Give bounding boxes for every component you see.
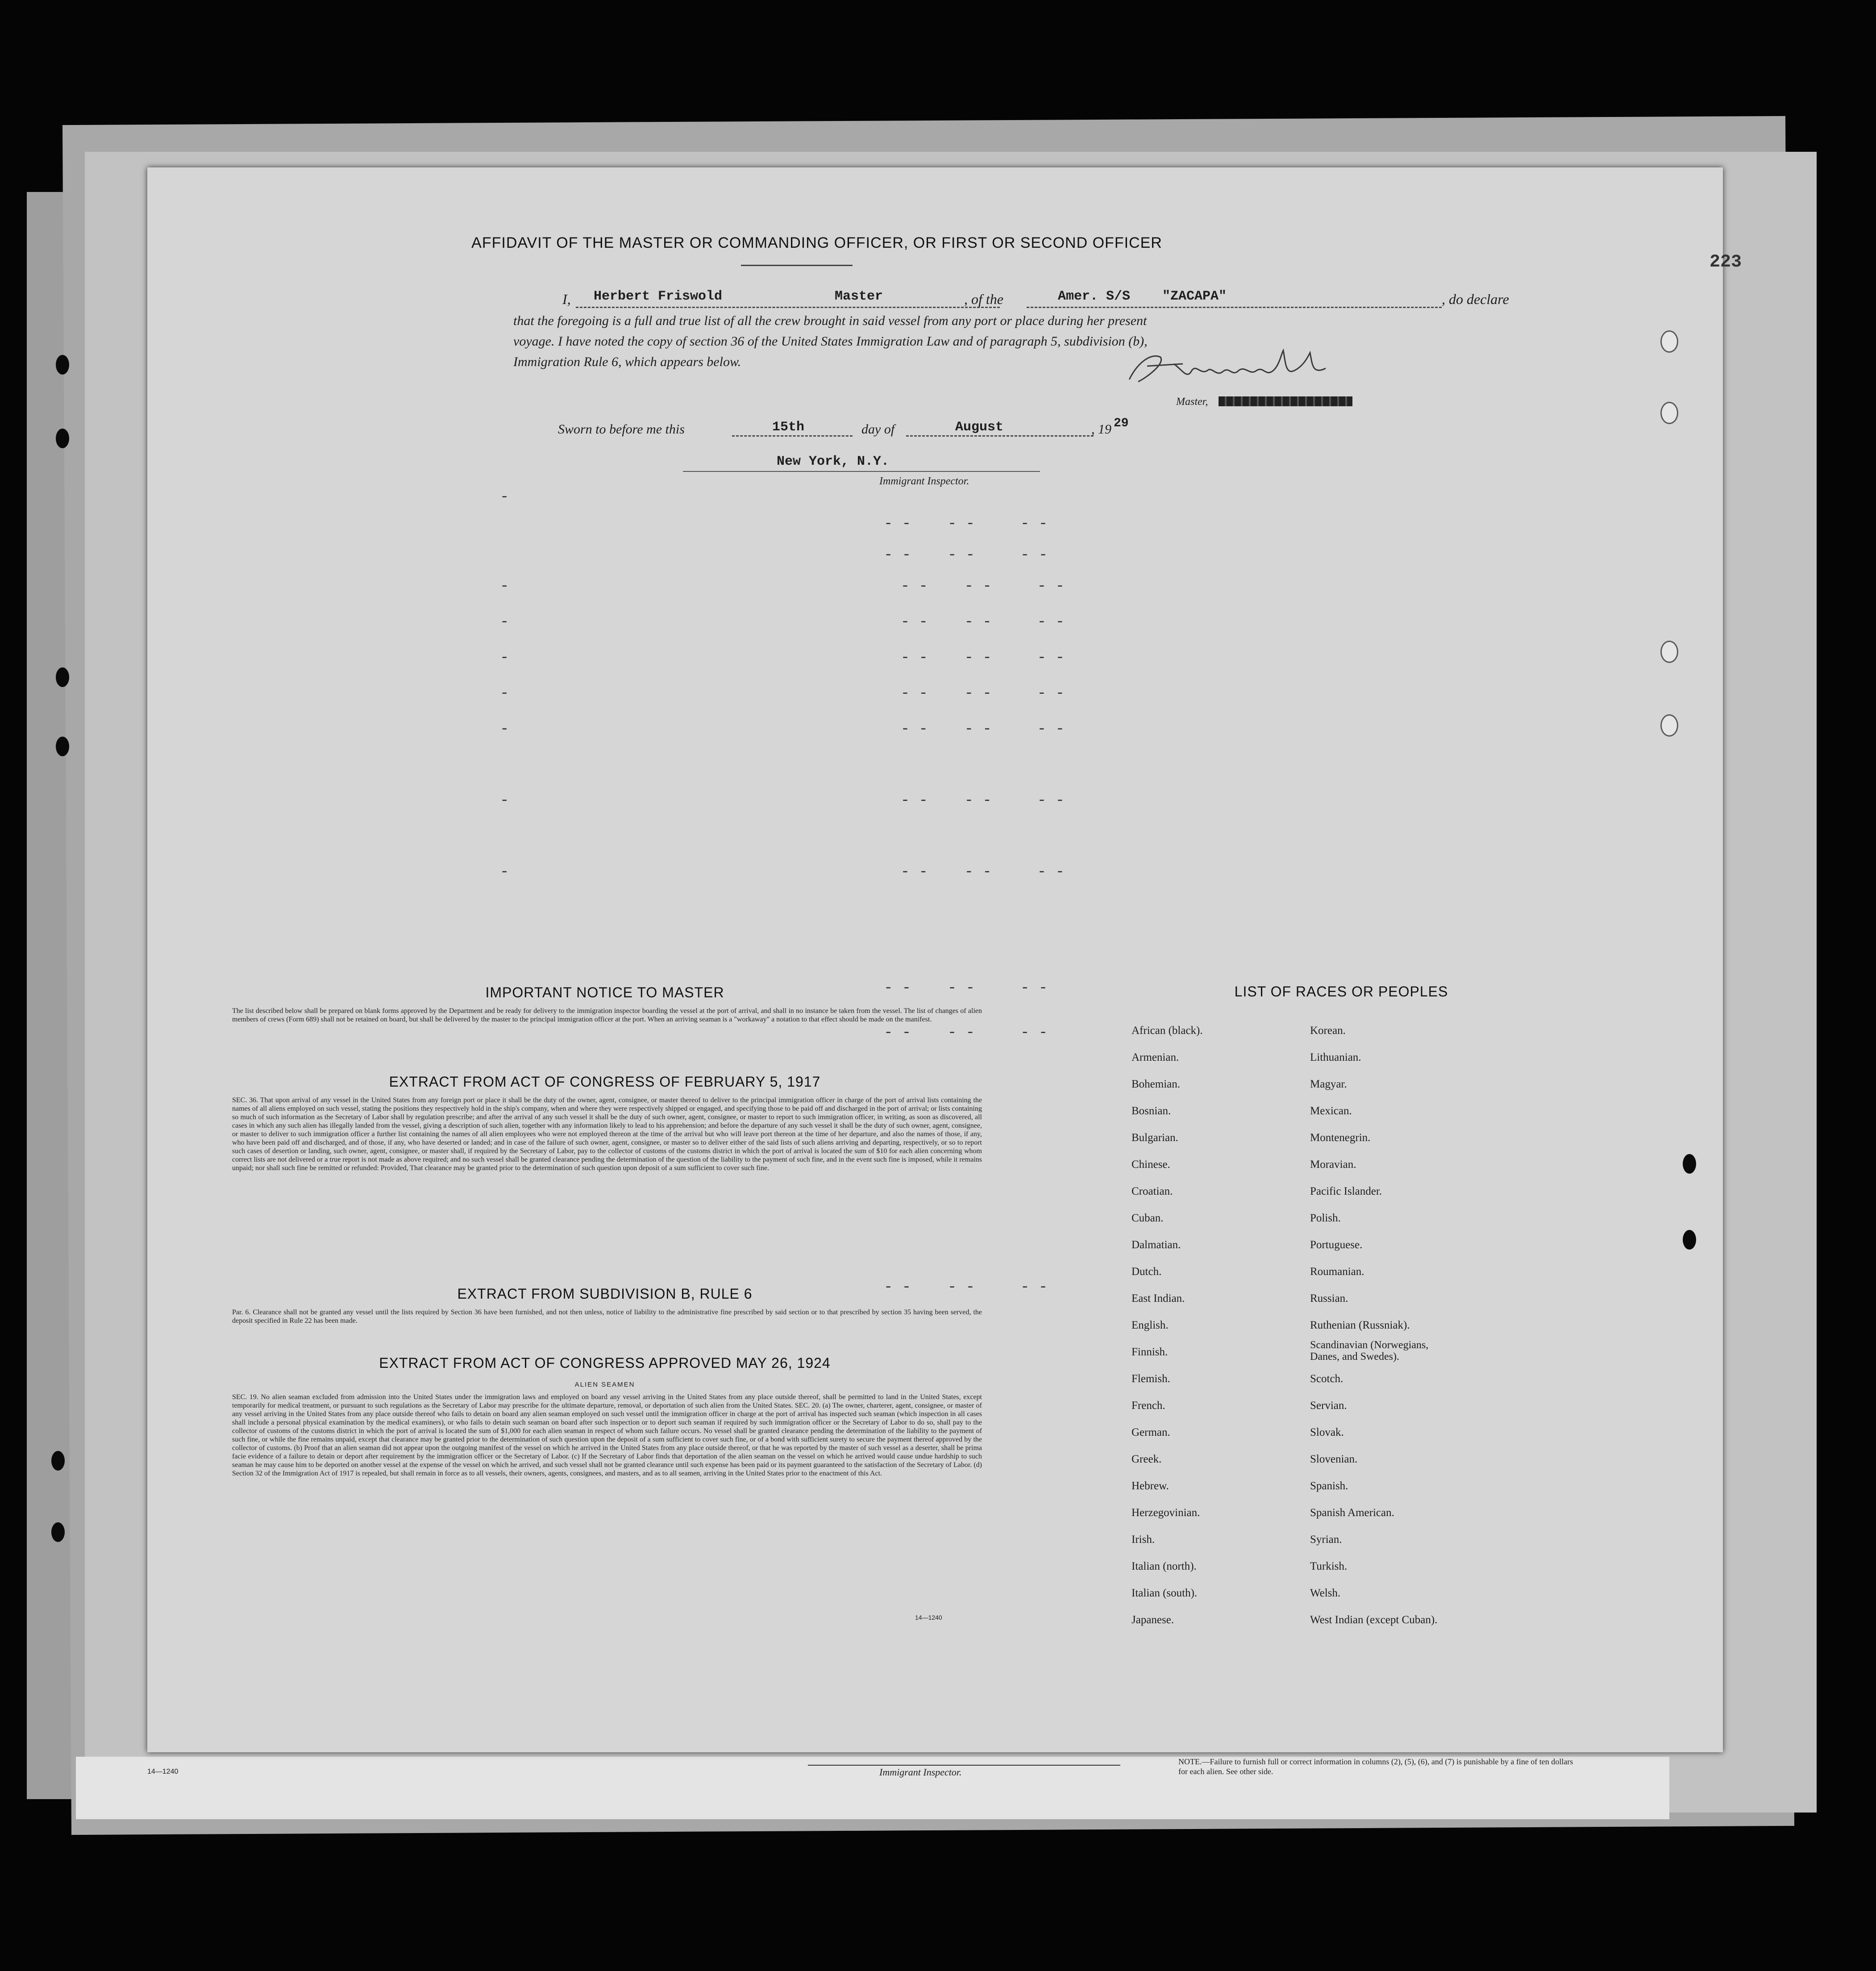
race-item: West Indian (except Cuban). — [1310, 1614, 1438, 1626]
binder-hole — [51, 1522, 65, 1542]
ditto-marks: - - - - - - - — [500, 650, 1065, 667]
race-item: Cuban. — [1131, 1212, 1164, 1224]
binder-hole — [1683, 1154, 1696, 1174]
act-1917-title: EXTRACT FROM ACT OF CONGRESS OF FEBRUARY 5, 1917 — [389, 1074, 821, 1090]
race-item: Bohemian. — [1131, 1078, 1181, 1090]
binder-hole — [56, 429, 69, 448]
race-item: German. — [1131, 1426, 1170, 1438]
race-item: Pacific Islander. — [1310, 1185, 1382, 1197]
day-of-label: day of — [861, 422, 895, 437]
ditto-marks: - - - - - - - — [500, 721, 1065, 738]
month-underline — [906, 435, 1094, 437]
master-name: Herbert Friswold — [594, 289, 723, 304]
race-item: Roumanian. — [1310, 1266, 1364, 1278]
inspector-line — [683, 471, 1040, 472]
affidavit-title: AFFIDAVIT OF THE MASTER OR COMMANDING OFFICER, OR FIRST OR SECOND OFFICER — [471, 234, 1162, 251]
ditto-marks: - - - - - - - — [500, 614, 1065, 631]
race-item: Italian (north). — [1131, 1560, 1197, 1572]
punch-hole — [1660, 330, 1678, 353]
race-item: Bulgarian. — [1131, 1132, 1178, 1144]
race-item: Slovak. — [1310, 1426, 1344, 1438]
ditto-marks: - — [500, 489, 509, 506]
race-item: Montenegrin. — [1310, 1132, 1371, 1144]
vessel-name: Amer. S/S "ZACAPA" — [1058, 289, 1227, 304]
race-item: Scotch. — [1310, 1373, 1344, 1385]
binder-hole — [56, 667, 69, 687]
declaration-line-3: voyage. I have noted the copy of section 36 of the United States Immigration Law and of paragraph 5, subdivision (b), — [513, 334, 1148, 349]
ditto-marks: - - - - - - — [884, 547, 1048, 564]
race-item: Bosnian. — [1131, 1105, 1171, 1117]
act-1924-title: EXTRACT FROM ACT OF CONGRESS APPROVED MAY 26, 1924 — [379, 1355, 831, 1371]
act-1924-form-number: 14—1240 — [915, 1614, 942, 1621]
ditto-marks: - - - - - - — [884, 980, 1048, 997]
race-item: Croatian. — [1131, 1185, 1173, 1197]
inspector-caption: Immigrant Inspector. — [879, 475, 969, 487]
sworn-label: Sworn to before me this — [558, 422, 685, 437]
race-item: Herzegovinian. — [1131, 1507, 1200, 1519]
race-item: Greek. — [1131, 1453, 1162, 1465]
race-item: Finnish. — [1131, 1346, 1168, 1358]
ditto-marks: - - - - - - - — [500, 578, 1065, 595]
bottom-inspector-line — [808, 1765, 1120, 1766]
page-number: 223 — [1710, 252, 1742, 272]
year-suffix: 29 — [1114, 417, 1129, 430]
race-item: African (black). — [1131, 1025, 1203, 1037]
race-item: Japanese. — [1131, 1614, 1174, 1626]
do-declare: , do declare — [1442, 291, 1509, 307]
race-item: Portuguese. — [1310, 1239, 1363, 1251]
vessel-underline — [1027, 307, 1442, 308]
race-item: Moravian. — [1310, 1158, 1356, 1171]
master-signature — [1120, 344, 1352, 393]
notice-title: IMPORTANT NOTICE TO MASTER — [485, 984, 724, 1000]
ditto-marks: - - - - - - - — [500, 792, 1065, 809]
race-item: English. — [1131, 1319, 1169, 1331]
act-1924-subtitle: ALIEN SEAMEN — [574, 1381, 635, 1388]
race-item: Russian. — [1310, 1292, 1348, 1304]
race-item: Spanish American. — [1310, 1507, 1394, 1519]
binder-hole — [56, 355, 69, 375]
declaration-line-4: Immigration Rule 6, which appears below. — [513, 354, 741, 369]
act-1917-body: SEC. 36. That upon arrival of any vessel in the United States from any foreign port or place it shall be the duty of the owner, agent, consignee, or master thereof to deliver to the principal immigration officer in charge of the port of arrival lists containing the names of all aliens employed on such vessel, stating the positions they respectively hold in the ship's company, when and where they were respectively shipped or engaged, and specifying those to be paid off and discharged in the port of arrival; or lists containing so much of such information as the Secretary of Labor shall by regulation prescribe; and after the arrival of any such vessel it shall be the duty of such owner, agent, consignee, or master to report to such immigration officer, in writing, as soon as discovered, all cases in which any such alien has illegally landed from the vessel, giving a description of such alien, together with any information likely to lead to his apprehension; and before the departure of any such vessel it shall be the duty of such owner, agent, consignee, or master to deliver to such immigration officer a further list containing the names of all alien employees who were not employed thereon at the time of the arrival but who will leave port thereon at the time of her departure, and also the names of those, if any, who have been paid off and discharged, and of those, if any, who have deserted or landed; and in case of the failure of such owner, agent, consignee, or master so to deliver either of the said lists of such aliens arriving and departing, respectively, or so to report such cases of desertion or landing, such owner, agent, consignee, or master shall, if required by the Secretary of Labor, pay to the collector of customs of the customs district in which the port of arrival is located the sum of $10 for each alien concerning whom correct lists are not delivered or a true report is not made as above required; and no such vessel shall be granted clearance pending the determination of the question of the liability to the payment of such fine, and in the event such fine is imposed, while it remains unpaid; nor shall such fine be remitted or refunded: Provided, That clearance may be granted prior to the determination of such question upon deposit of a sum sufficient to cover such fine. — [232, 1096, 982, 1172]
declaration-line-2: that the foregoing is a full and true list of all the crew brought in said vessel from any port or place during her present — [513, 313, 1147, 328]
of-the-label: , of the — [964, 291, 1003, 307]
races-title: LIST OF RACES OR PEOPLES — [1234, 983, 1448, 1000]
notice-body: The list described below shall be prepared on blank forms approved by the Department and be ready for delivery to the immigration inspector boarding the vessel at the port of arrival, and shall in no instance be taken from the vessel. The list of changes of alien members of crews (Form 689) shall not be retained on board, but shall be delivered by the master to the principal immigration officer at the port. When an arriving seaman is a "workaway" a notation to that effect should be made on the manifest. — [232, 1007, 982, 1023]
sworn-place: New York, N.Y. — [777, 454, 890, 469]
race-item: Lithuanian. — [1310, 1051, 1361, 1063]
master-rank: Master — [835, 289, 883, 304]
race-item: Korean. — [1310, 1025, 1346, 1037]
day-underline — [732, 435, 853, 437]
race-item: Magyar. — [1310, 1078, 1347, 1090]
race-item: East Indian. — [1131, 1292, 1185, 1304]
race-item: Dalmatian. — [1131, 1239, 1181, 1251]
struck-title — [1219, 396, 1352, 406]
title-rule — [741, 265, 853, 266]
binder-hole — [56, 737, 69, 756]
race-item: Turkish. — [1310, 1560, 1348, 1572]
race-item: Slovenian. — [1310, 1453, 1358, 1465]
race-item: Ruthenian (Russniak). — [1310, 1319, 1410, 1331]
bottom-form-number: 14—1240 — [147, 1768, 179, 1775]
name-underline — [576, 307, 1000, 308]
binder-hole — [1683, 1230, 1696, 1250]
bottom-inspector-caption: Immigrant Inspector. — [879, 1767, 962, 1778]
sworn-month: August — [955, 420, 1004, 435]
race-item: Servian. — [1310, 1400, 1347, 1412]
bottom-strip — [76, 1757, 1669, 1819]
punch-hole — [1660, 714, 1678, 737]
punch-hole — [1660, 402, 1678, 424]
race-item: Dutch. — [1131, 1266, 1162, 1278]
ditto-marks: - - - - - - - — [500, 685, 1065, 702]
act-1924-body: SEC. 19. No alien seaman excluded from admission into the United States under the immigration laws and employed on board any vessel arriving in the United States from any place outside thereof, shall be permitted to land in the United States, except temporarily for medical treatment, or pursuant to such regulations as the Secretary of Labor may prescribe for the ultimate departure, removal, or deportation of such alien from the United States. SEC. 20. (a) The owner, charterer, agent, consignee, or master of any vessel arriving in the United States from any place outside thereof who fails to detain on board any alien seaman employed on such vessel until the immigration officer in charge at the port of arrival has inspected such seaman (which inspection in all cases shall include a personal physical examination by the medical examiners), or who fails to detain such seaman on board after such inspection or to deport such seaman if required by such immigration officer or the Secretary of Labor to do so, shall pay to the collector of customs of the customs district in which the port of arrival is located the sum of $1,000 for each alien seaman in respect of whom such failure occurs. No vessel shall be granted clearance pending the determination of the liability to the payment of such fine, or while the fine remains unpaid, except that clearance may be granted prior to the determination of such question upon the deposit of a sum sufficient to cover such fine, or of a bond with sufficient surety to secure the payment thereof approved by the collector of customs. (b) Proof that an alien seaman did not appear upon the outgoing manifest of the vessel on which he arrived in the United States from any place outside thereof, or that he was reported by the master of such vessel as a deserter, shall be prima facie evidence of a failure to detain or deport after requirement by the immigration officer or the Secretary of Labor. (c) If the Secretary of Labor finds that deportation of the alien seaman on the vessel on which he arrived would cause undue hardship to such seaman he may cause him to be deported on another vessel at the expense of the vessel on which he arrived, and such vessel shall not be granted clearance until such expense has been paid or its payment guaranteed to the satisfaction of the Secretary of Labor. (d) Section 32 of the Immigration Act of 1917 is repealed, but shall remain in force as to all vessels, their owners, agents, consignees, and masters, and as to all seamen, arriving in the United States prior to the enactment of this Act. — [232, 1393, 982, 1477]
signature-caption: Master, — [1176, 396, 1208, 408]
race-item: Armenian. — [1131, 1051, 1179, 1063]
race-item: Syrian. — [1310, 1533, 1342, 1546]
sworn-day: 15th — [772, 420, 805, 435]
race-item: Italian (south). — [1131, 1587, 1198, 1599]
rule-6-title: EXTRACT FROM SUBDIVISION B, RULE 6 — [457, 1286, 753, 1302]
ditto-marks: - - - - - - — [884, 516, 1048, 533]
ditto-marks: - - - - - - — [884, 1279, 1048, 1296]
race-item: Mexican. — [1310, 1105, 1352, 1117]
binder-hole — [51, 1451, 65, 1471]
rule-6-body: Par. 6. Clearance shall not be granted any vessel until the lists required by Section 36 have been furnished, and not then unless, notice of liability to the administrative fine prescribed by said section or to that prescribed by section 35 having been served, the deposit specified in Rule 22 has been made. — [232, 1308, 982, 1325]
race-item: Scandinavian (Norwegians, Danes, and Swedes). — [1310, 1339, 1429, 1363]
race-item: Welsh. — [1310, 1587, 1341, 1599]
ditto-marks: - - - - - - - — [500, 864, 1065, 881]
race-item: French. — [1131, 1400, 1165, 1412]
year-prefix: , 19 — [1091, 422, 1111, 437]
race-item: Polish. — [1310, 1212, 1341, 1224]
race-item: Chinese. — [1131, 1158, 1170, 1171]
i-label: I, — [562, 291, 571, 307]
affidavit-sheet — [147, 167, 1742, 1752]
punch-hole — [1660, 641, 1678, 663]
race-item: Flemish. — [1131, 1373, 1170, 1385]
bottom-note: NOTE.—Failure to furnish full or correct information in columns (2), (5), (6), and (7) is punishable by a fine of ten dollars for each alien. See other side. — [1178, 1757, 1573, 1776]
race-item: Spanish. — [1310, 1480, 1348, 1492]
race-item: Hebrew. — [1131, 1480, 1169, 1492]
race-item: Irish. — [1131, 1533, 1155, 1546]
ditto-marks: - - - - - - — [884, 1025, 1048, 1042]
